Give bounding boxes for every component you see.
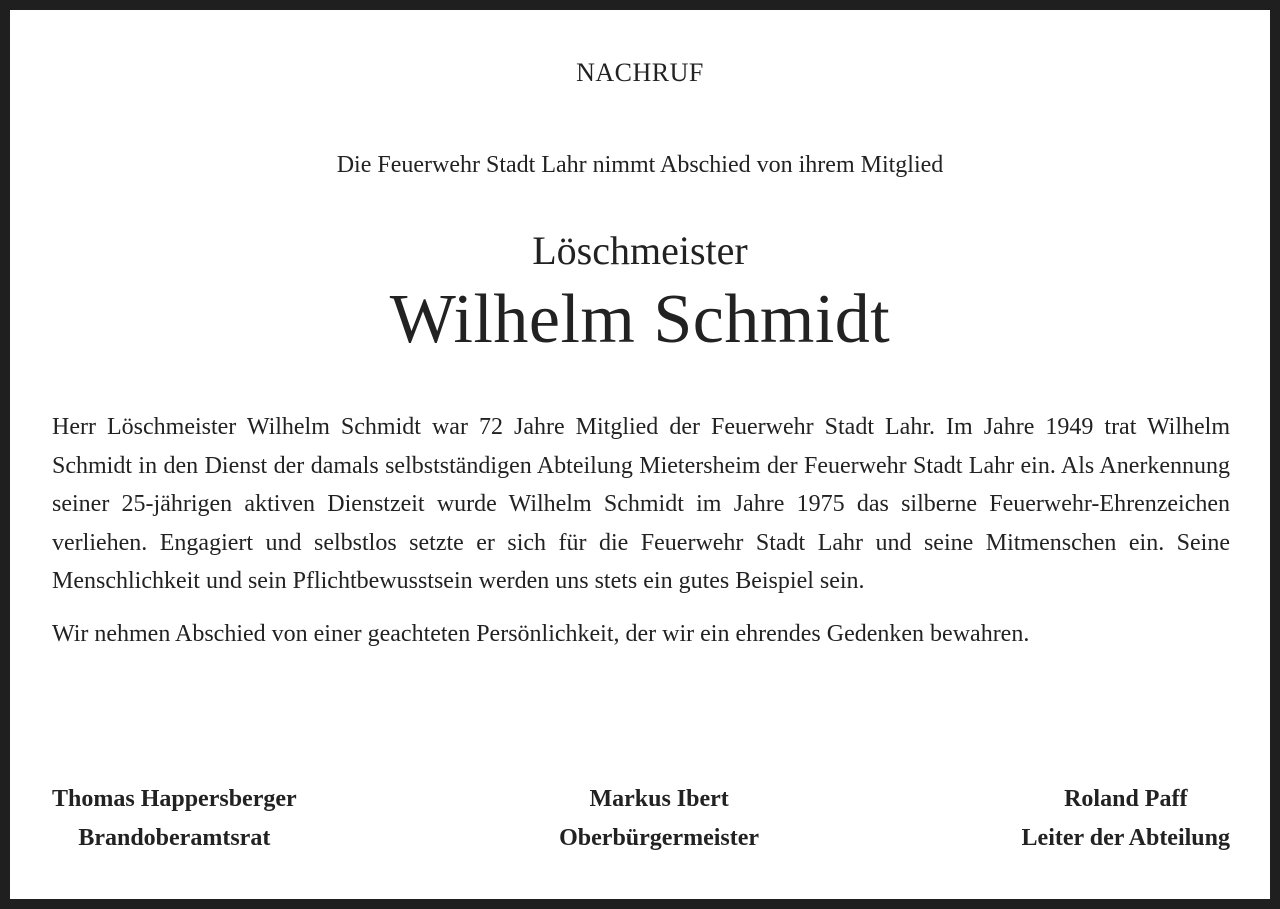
body-paragraph: Wir nehmen Abschied von einer geachteten Persönlichkeit, der wir ein ehrendes Gedenken bewahren. — [52, 620, 1030, 647]
body-paragraph: Herr Löschmeister Wilhelm Schmidt war 72 Jahre Mitglied der Feuerwehr Stadt Lahr. Im Jahre 1949 trat Wilhelm Schmidt in den Dienst der damals selbstständigen Abteilung Mietersheim der Feuerwehr Stadt Lahr ein. Als Anerkennung seiner 25-jährigen aktiven Dienstzeit wurde Wilhelm Schmidt im Jahre 1975 das silberne Feuerwehr-Ehrenzeichen verliehen. Engagiert und selbstlos setzte er sich für die Feuerwehr Stadt Lahr und seine Mitmenschen ein. Seine Menschlichkeit und sein Pflichtbewusstsein werden uns stets ein gutes Beispiel sein. — [52, 414, 1230, 594]
deceased-name: Wilhelm Schmidt — [389, 281, 891, 358]
signatory-name: Markus Ibert — [589, 786, 729, 812]
notice-heading: NACHRUF — [576, 58, 704, 87]
signatory — [52, 780, 297, 858]
signatory — [559, 780, 759, 858]
intro-line: Die Feuerwehr Stadt Lahr nimmt Abschied von ihrem Mitglied — [336, 152, 944, 178]
deceased-rank: Löschmeister — [532, 228, 748, 273]
signatory-name: Roland Paff — [1064, 786, 1188, 812]
notice-body — [52, 408, 1230, 667]
signatures — [52, 780, 1230, 858]
signatory-title: Oberbürgermeister — [559, 825, 760, 851]
signatory-title: Brandoberamtsrat — [78, 825, 271, 851]
signatory-title: Leiter der Abteilung — [1021, 825, 1230, 851]
signatory-name: Thomas Happersberger — [52, 786, 297, 812]
signatory — [1022, 780, 1230, 858]
